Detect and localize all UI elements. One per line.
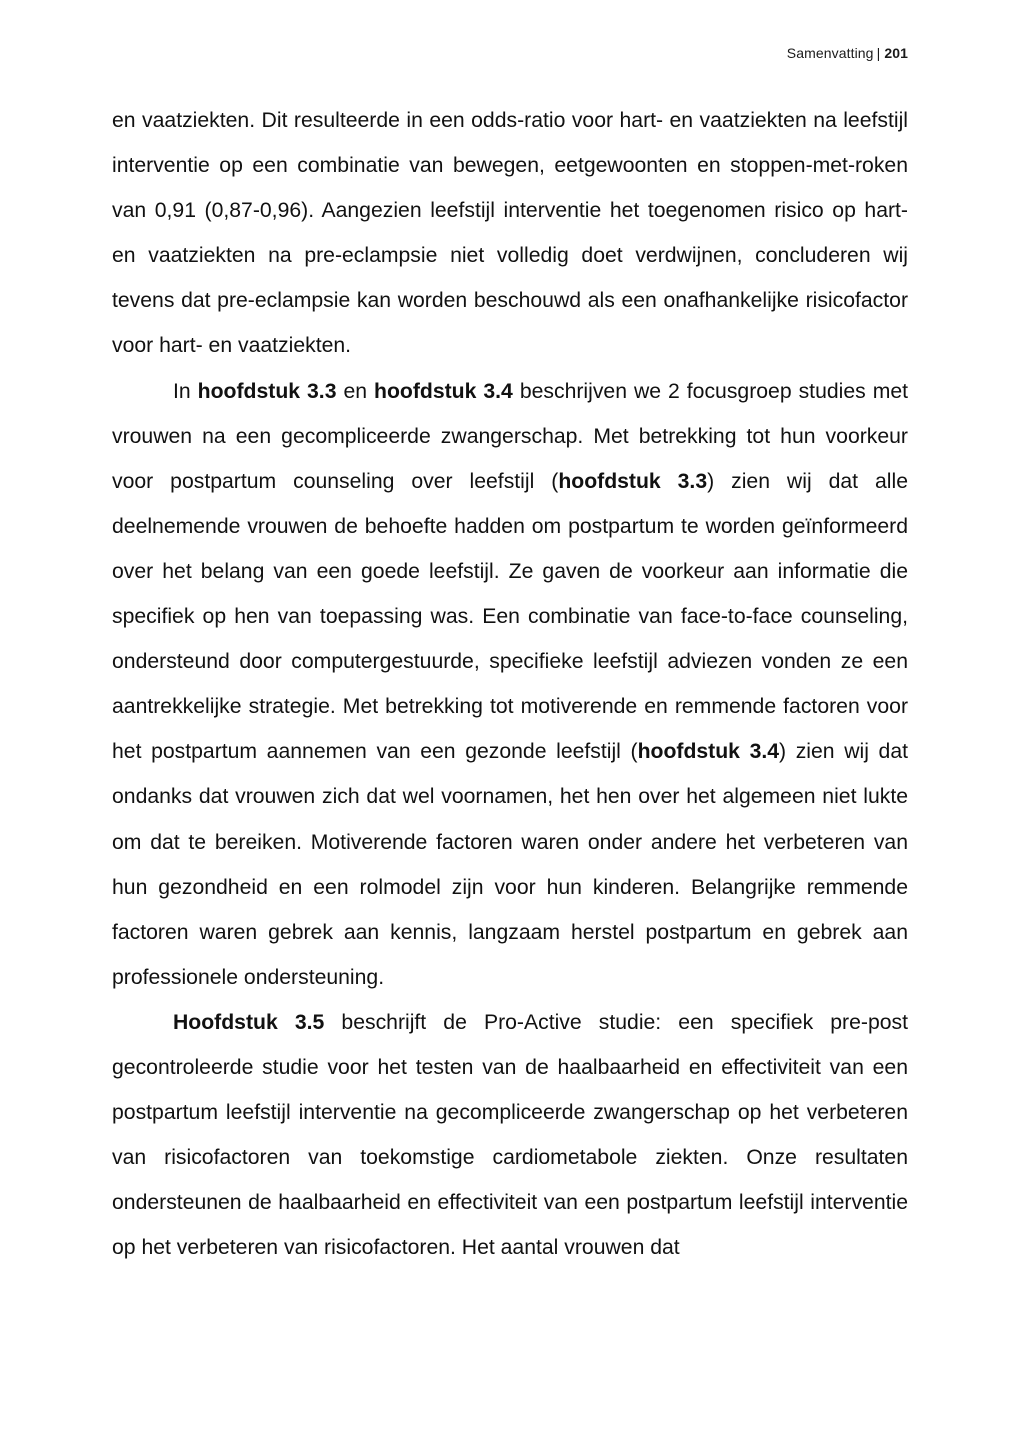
- section-title: Samenvatting: [786, 45, 874, 61]
- text-run: beschrijven we 2 focusgroep studies met vrouwen na een gecompliceerde zwangerschap. Met betrekking tot hun voorkeur voor postpartum counseling over leefstijl (: [112, 379, 909, 493]
- page-number: 201: [884, 45, 908, 61]
- text-run: beschrijft de Pro-Active studie: een specifiek pre-post gecontroleerde studie voor het testen van de haalbaarheid en effectiviteit van een postpartum leefstijl interventie na gecompliceerde zwangerschap op het verbeteren van risicofactoren van toekomstige cardiometabole ziekten. Onze resultaten ondersteunen de haalbaarheid en effectiviteit van een postpartum leefstijl interventie op het verbeteren van risicofactoren. Het aantal vrouwen dat: [112, 1010, 908, 1260]
- paragraph: [112, 1000, 908, 1271]
- paragraph: [112, 369, 908, 1000]
- text-run: en vaatziekten. Dit resulteerde in een odds-ratio voor hart- en vaatziekten na leefstijl interventie op een combinatie van bewegen, eetgewoonten en stoppen-met-roken van 0,91 (0,87-0,96). Aangezien leefstijl interventie het toegenomen risico op hart- en vaatziekten na pre-eclampsie niet volledig doet verdwijnen, concluderen wij tevens dat pre-eclampsie kan worden beschouwd als een onafhankelijke risicofactor voor hart- en vaatziekten.: [112, 109, 908, 358]
- running-header: [787, 45, 908, 61]
- chapter-reference: Hoofdstuk 3.5: [173, 1010, 325, 1034]
- chapter-reference: hoofdstuk 3.3: [197, 379, 337, 403]
- text-run: ) zien wij dat ondanks dat vrouwen zich dat wel voornamen, het hen over het algemeen niet lukte om dat te bereiken. Motiverende factoren waren onder andere het verbeteren van hun gezondheid en een rolmodel zijn voor hun kinderen. Belangrijke remmende factoren waren gebrek aan kennis, langzaam herstel postpartum en gebrek aan professionele ondersteuning.: [112, 740, 908, 989]
- text-run: en: [336, 379, 375, 403]
- chapter-reference: hoofdstuk 3.4: [374, 379, 513, 403]
- text-run: ) zien wij dat alle deelnemende vrouwen de behoefte hadden om postpartum te worden geïnformeerd over het belang van een goede leefstijl. Ze gaven de voorkeur aan informatie die specifiek op hen van toepassing was. Een combinatie van face-to-face counseling, ondersteund door computergestuurde, specifieke leefstijl adviezen vonden ze een aantrekkelijke strategie. Met betrekking tot motiverende en remmende factoren voor het postpartum aannemen van een gezonde leefstijl (: [112, 469, 908, 764]
- text-run: In: [173, 379, 198, 403]
- chapter-reference: hoofdstuk 3.4: [637, 740, 780, 764]
- chapter-reference: hoofdstuk 3.3: [558, 469, 708, 493]
- header-separator: |: [876, 45, 881, 61]
- paragraph: [112, 98, 908, 369]
- body-text: [112, 98, 908, 1270]
